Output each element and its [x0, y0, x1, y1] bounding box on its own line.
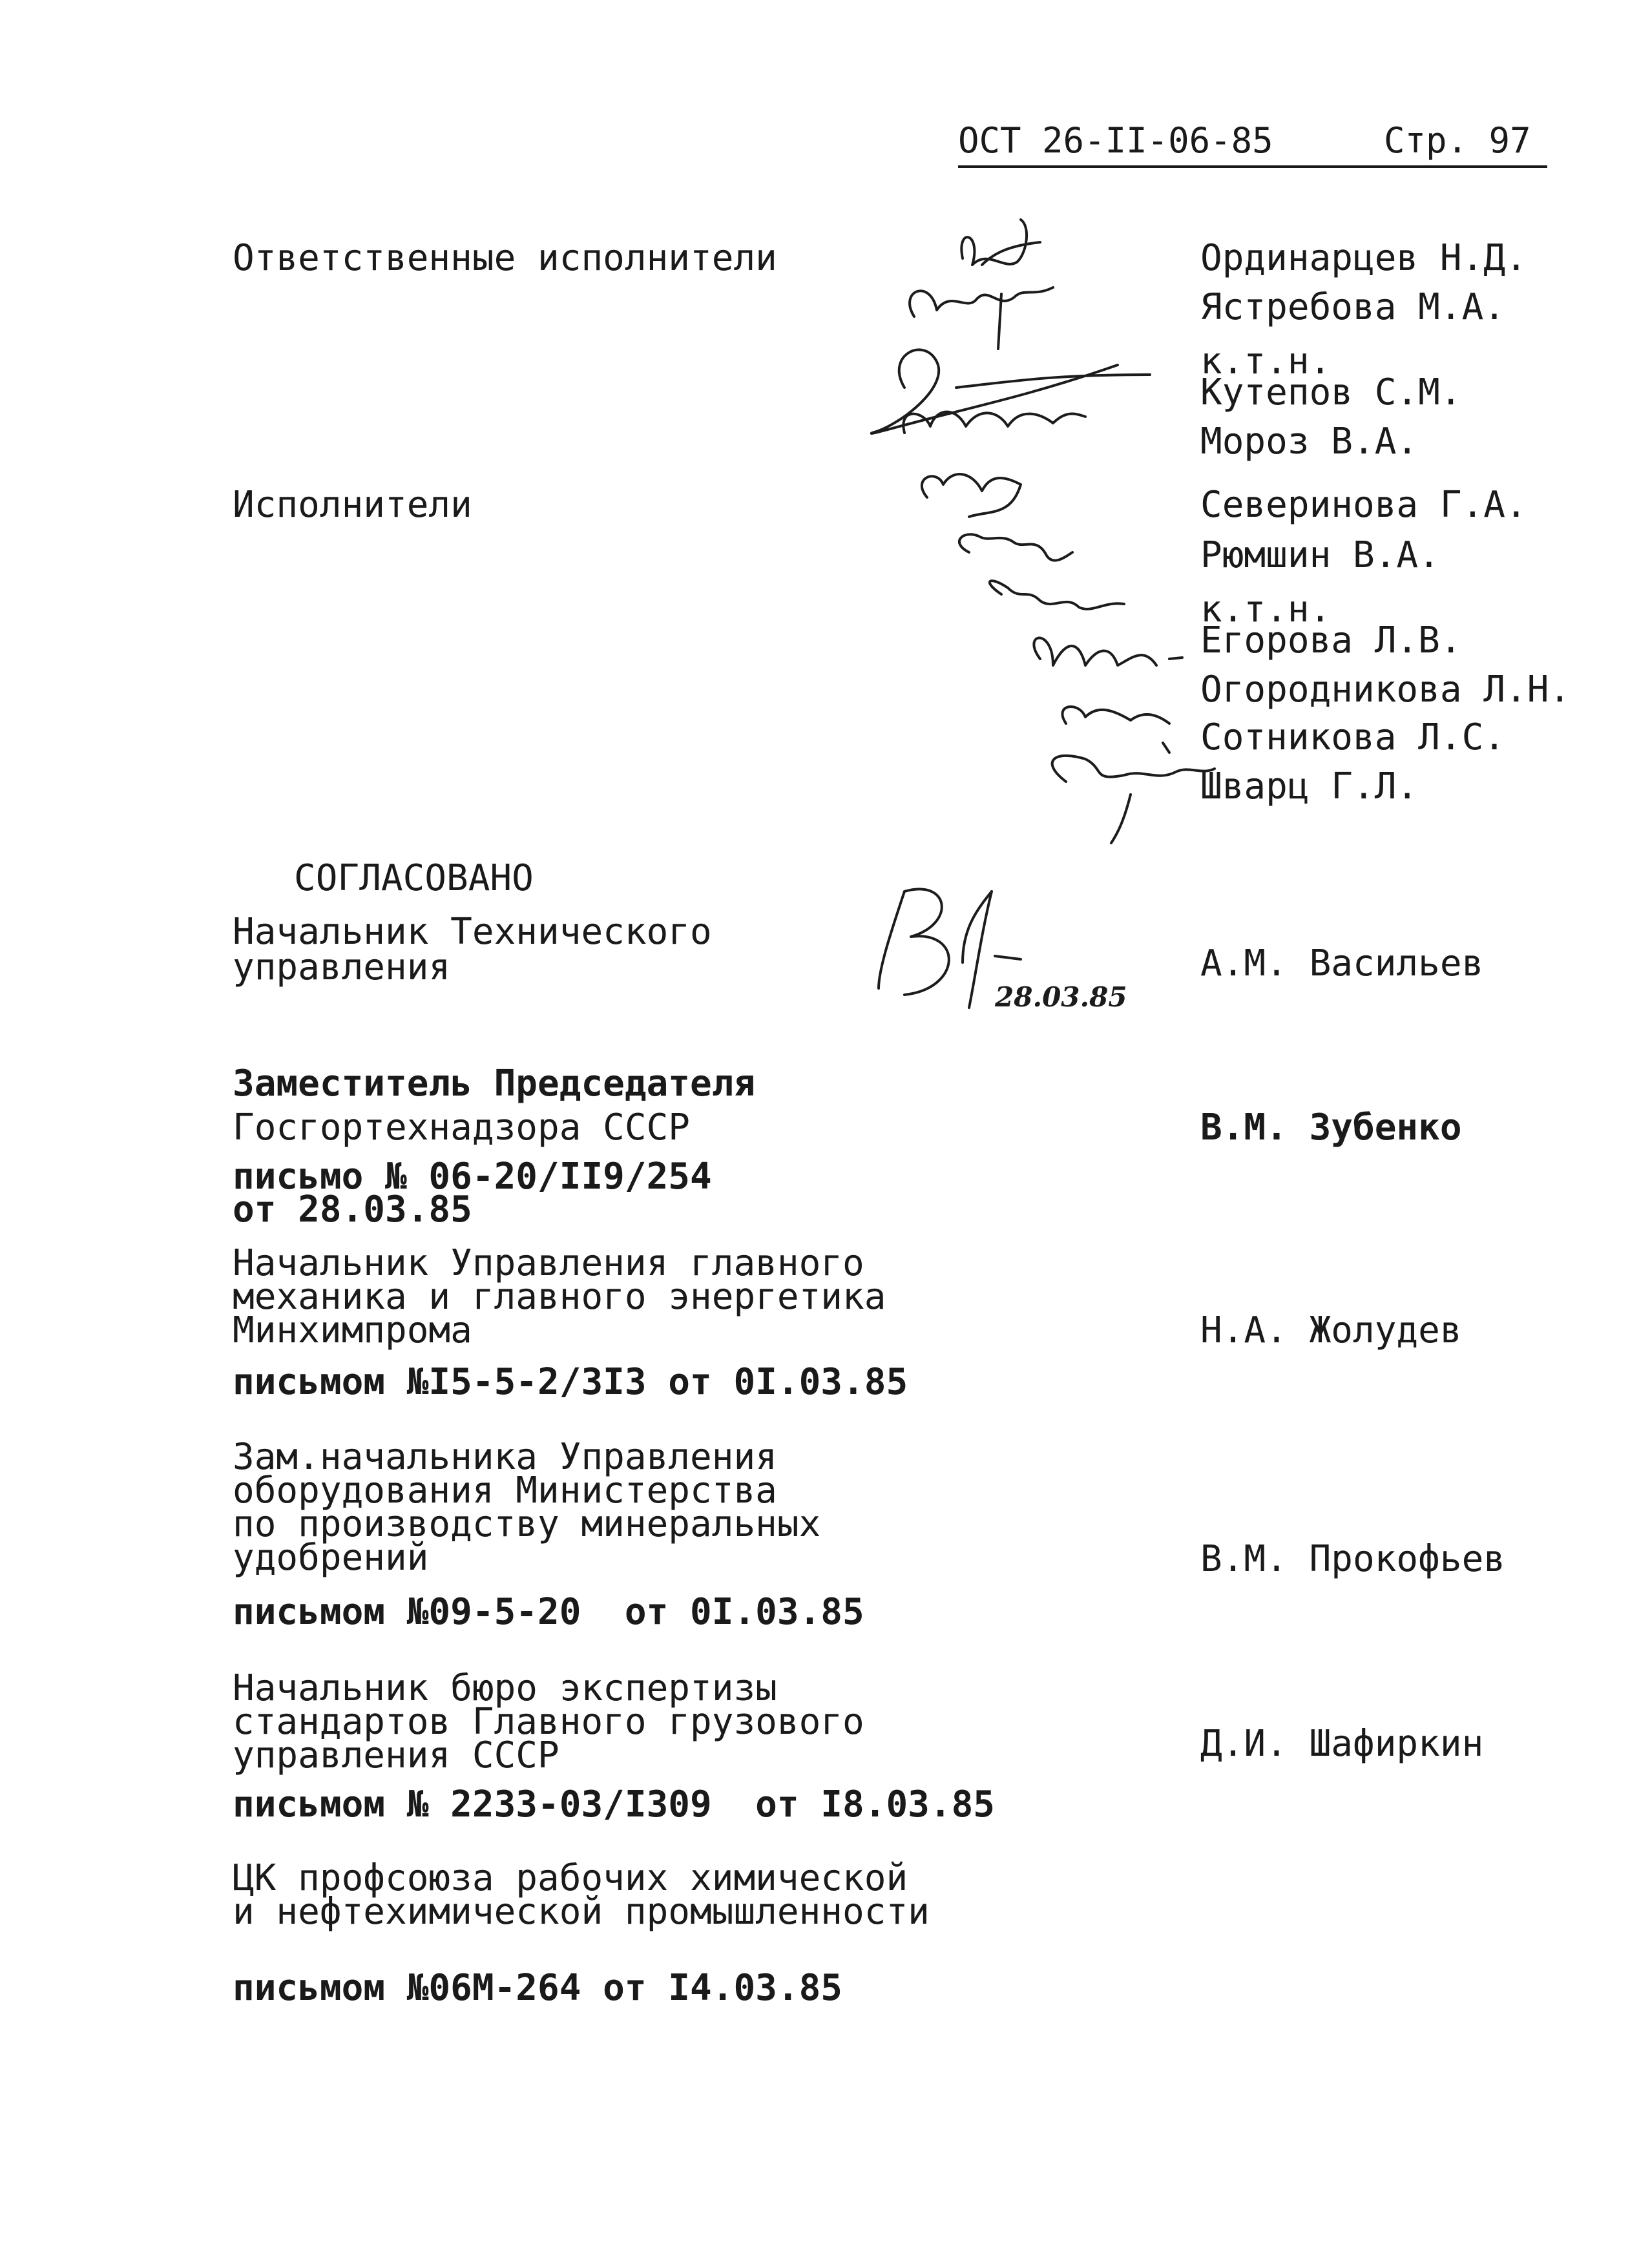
executor-name: Рюмшин В.А.	[1200, 534, 1440, 576]
approval-letter: письмом № 2233-03/I309 от I8.03.85	[233, 1784, 996, 1826]
approval-name: Н.А. Жолудев	[1200, 1309, 1462, 1351]
approval-position-line: Начальник бюро экспертизы	[233, 1667, 777, 1709]
approval-letter: письмо № 06-20/II9/254	[233, 1156, 712, 1198]
approval-position-line: управления СССР	[233, 1734, 559, 1776]
signature-vasilyev	[866, 866, 1137, 1021]
executor-name: Шварц Г.Л.	[1200, 765, 1419, 807]
responsible-name: Кутепов С.М.	[1200, 371, 1462, 413]
approval-name: В.М. Зубенко	[1200, 1107, 1462, 1149]
responsible-degree: к.т.н.	[1200, 340, 1331, 382]
signature-ogorodnikova	[1034, 638, 1182, 666]
approval-title: СОГЛАСОВАНО	[294, 857, 534, 899]
approval-name: Д.И. Шафиркин	[1200, 1723, 1484, 1765]
approval-position-line: стандартов Главного грузового	[233, 1701, 864, 1743]
approval-position-line: Заместитель Председателя	[233, 1063, 756, 1105]
sign-date: 28.03.85	[995, 981, 1127, 1013]
executor-name: Северинова Г.А.	[1200, 484, 1527, 526]
executor-name: Огородникова Л.Н.	[1200, 669, 1571, 711]
approval-position-line: и нефтехимической промышленности	[233, 1891, 930, 1933]
approval-letter: письмом №09-5-20 от 0I.03.85	[233, 1591, 864, 1633]
approval-position-line: удобрений	[233, 1537, 429, 1579]
signature-ordinartsev	[961, 220, 1040, 265]
signature-sotnikova	[1062, 707, 1169, 753]
approval-position-line: механика и главного энергетика	[233, 1276, 886, 1318]
executor-name: Сотникова Л.С.	[1200, 716, 1506, 758]
signature-shvarts	[1052, 756, 1215, 843]
signature-severinova	[922, 474, 1021, 517]
responsible-name: Ординарцев Н.Д.	[1200, 237, 1527, 279]
approval-name: А.М. Васильев	[1200, 942, 1484, 984]
signature-egorova	[990, 581, 1124, 609]
approval-letter: письмом №I5-5-2/3I3 от 0I.03.85	[233, 1361, 908, 1403]
approval-name: В.М. Прокофьев	[1200, 1538, 1506, 1580]
page-number: Стр. 97	[1384, 120, 1531, 161]
responsible-name: Мороз В.А.	[1200, 421, 1419, 463]
approval-position-line: управления	[233, 946, 451, 988]
signature-yastrebova	[910, 287, 1053, 349]
signatures-column	[859, 213, 1221, 846]
signature-moroz	[903, 412, 1085, 433]
responsible-label: Ответственные исполнители	[233, 237, 777, 279]
approval-position-line: ЦК профсоюза рабочих химической	[233, 1857, 908, 1899]
executor-degree: к.т.н.	[1200, 588, 1331, 630]
executor-name: Егорова Л.В.	[1200, 619, 1462, 661]
responsible-name: Ястребова М.А.	[1200, 286, 1506, 328]
approval-position-line: оборудования Министерства	[233, 1470, 777, 1512]
header-underline	[958, 165, 1547, 168]
approval-letter: письмом №06М-264 от I4.03.85	[233, 1967, 843, 2009]
approval-position-line: по производству минеральных	[233, 1503, 821, 1545]
executors-label: Исполнители	[233, 484, 472, 526]
approval-position-line: Минхимпрома	[233, 1309, 472, 1351]
approval-position-line: Зам.начальника Управления	[233, 1436, 777, 1478]
document-code: ОСТ 26-II-06-85	[958, 120, 1273, 161]
approval-letter: от 28.03.85	[233, 1189, 472, 1231]
signature-ryumshin	[959, 534, 1072, 560]
approval-position-line: Начальник Управления главного	[233, 1242, 864, 1284]
approval-position-line: Начальник Технического	[233, 911, 712, 953]
approval-position-line: Госгортехнадзора СССР	[233, 1107, 691, 1149]
